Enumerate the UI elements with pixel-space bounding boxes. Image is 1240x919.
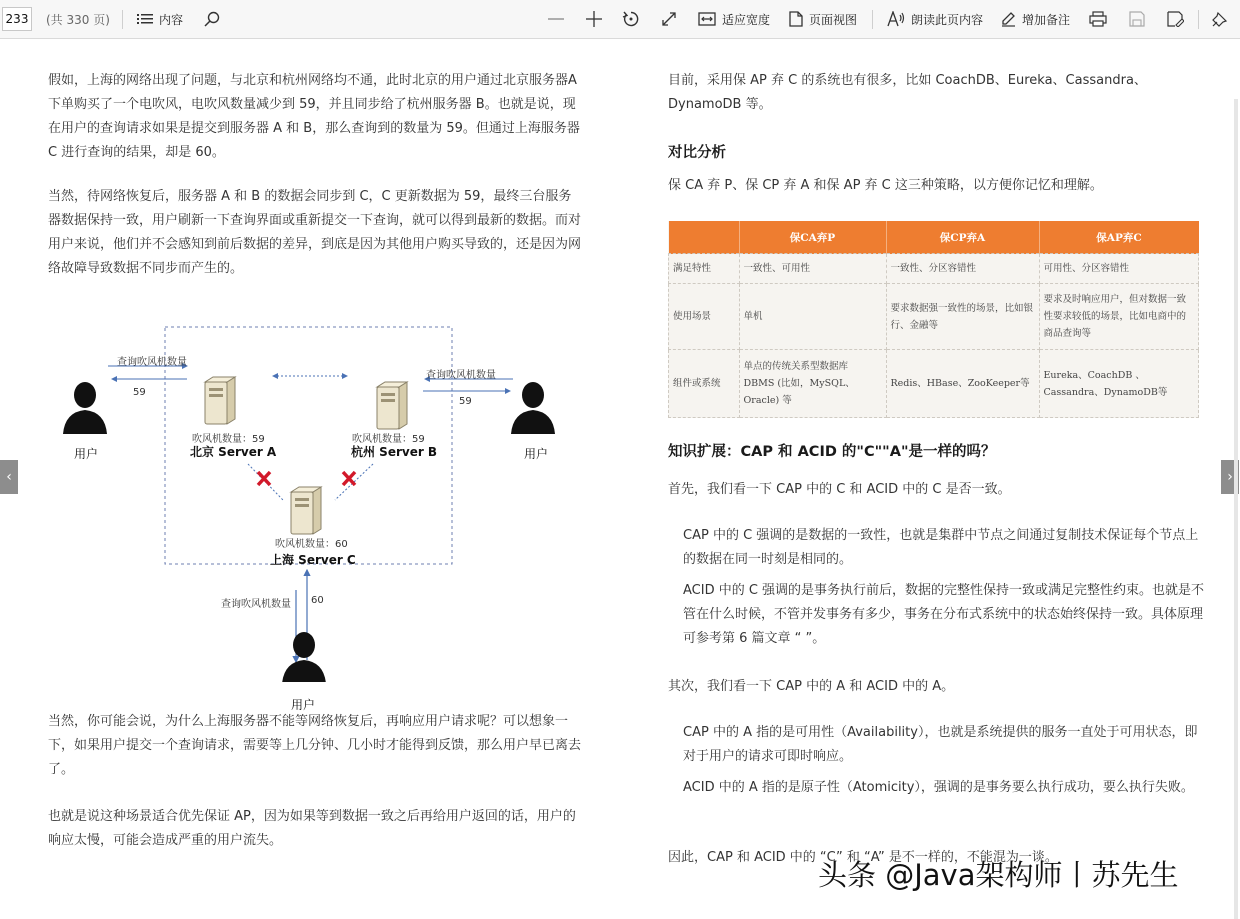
server-c-label: 上海 Server C: [270, 553, 356, 567]
toolbar: [0, 0, 1240, 39]
table-cell: 可用性、分区容错性: [1039, 254, 1199, 284]
table-cell: Eureka、CoachDB 、Cassandra、DynamoDB等: [1039, 350, 1199, 418]
user-label: 用户: [291, 698, 316, 712]
page-view-button[interactable]: [789, 0, 857, 38]
right-page: [620, 39, 1240, 915]
section-heading: 知识扩展：CAP 和 ACID 的"C""A"是一样的吗？: [668, 444, 996, 460]
scrollbar[interactable]: [1234, 99, 1238, 919]
network-broken-icon: [343, 472, 355, 485]
paragraph: 保 CA 弃 P、保 CP 弃 A 和保 AP 弃 C 这三种策略，以方便你记忆和理解。: [668, 178, 1103, 193]
page-number-input[interactable]: 233: [2, 7, 32, 31]
paragraph: 其次，我们看一下 CAP 中的 A 和 ACID 中的 A。: [668, 679, 955, 694]
page-view-label: 页面视图: [809, 12, 858, 27]
value-label: 59: [133, 387, 146, 398]
add-note-button[interactable]: [1000, 0, 1070, 38]
chevron-left-icon: ‹: [6, 469, 12, 485]
server-count-label: 吹风机数量：60: [275, 539, 348, 550]
rotate-button[interactable]: [622, 0, 640, 38]
contents-button[interactable]: [137, 0, 183, 38]
fullscreen-button[interactable]: [661, 0, 677, 38]
user-icon: [282, 632, 326, 682]
previous-page-button[interactable]: [0, 460, 18, 494]
document-spread: [0, 39, 1240, 915]
save-icon: [1129, 11, 1145, 27]
user-label: 用户: [524, 447, 549, 461]
user-label: 用户: [74, 447, 99, 461]
page-total-label: (共 330 页): [46, 12, 110, 27]
table-cell: 要求及时响应用户，但对数据一致性要求较低的场景，比如电商中的商品查询等: [1039, 284, 1199, 350]
query-label: 查询吹风机数量: [117, 357, 187, 368]
paragraph: 假如，上海的网络出现了问题，与北京和杭州网络均不通，此时北京的用户通过北京服务器A 下单购买了一个电吹风，电吹风数量减少到 59，并且同步给了杭州服务器 B。也就是说，现在用户的查询请求如果是提交到服务器 A 和 B，那么查询到的数量为 59。但通过上海服务器 C 进行查询的结果，却是 60。: [48, 73, 580, 160]
read-aloud-label: 朗读此页内容: [911, 12, 984, 27]
table-header-row: [669, 221, 1199, 254]
quote-paragraph: CAP 中的 C 强调的是数据的一致性，也就是集群中节点之间通过复制技术保证每个节点上的数据在同一时刻是相同的。: [683, 528, 1199, 567]
server-icon: [377, 382, 407, 429]
table-cell: 一致性、可用性: [739, 254, 886, 284]
paragraph: 首先，我们看一下 CAP 中的 C 和 ACID 中的 C 是否一致。: [668, 482, 1011, 497]
add-note-icon: [1000, 11, 1016, 27]
print-icon: [1089, 11, 1107, 27]
table-cell: 要求数据强一致性的场景，比如银行、金融等: [886, 284, 1039, 350]
zoom-in-icon: [585, 10, 603, 28]
table-header-cell: 保CP弃A: [886, 221, 1039, 254]
search-icon: [204, 11, 220, 27]
fit-width-label: 适应宽度: [722, 12, 771, 27]
table-row: [669, 254, 1199, 284]
value-label: 60: [311, 595, 324, 606]
zoom-in-button[interactable]: [585, 0, 603, 38]
quote-paragraph: ACID 中的 C 强调的是事务执行前后，数据的完整性保持一致或满足完整性约束。也就是不管在什么时候，不管并发事务有多少，事务在分布式系统中的状态始终保持一致。具体原理可参考第 6 篇文章 “ ”。: [683, 583, 1205, 646]
network-broken-icon: [258, 472, 270, 485]
server-icon: [205, 377, 235, 424]
fit-width-button[interactable]: [698, 0, 770, 38]
server-icon: [291, 487, 321, 534]
divider: [122, 10, 123, 29]
print-button[interactable]: [1089, 0, 1107, 38]
pin-button[interactable]: [1212, 0, 1228, 38]
fullscreen-icon: [661, 11, 677, 27]
network-partition-diagram: [55, 322, 595, 712]
zoom-out-button[interactable]: [547, 0, 565, 38]
add-note-label: 增加备注: [1022, 12, 1071, 27]
fit-width-icon: [698, 12, 716, 26]
table-cell: 单点的传统关系型数据库 DBMS (比如，MySQL、Oracle) 等: [739, 350, 886, 418]
divider: [872, 10, 873, 29]
save-button[interactable]: [1129, 0, 1145, 38]
server-count-label: 吹风机数量：59: [352, 434, 425, 445]
save-as-button[interactable]: [1167, 0, 1184, 38]
table-header-cell: [669, 221, 740, 254]
quote-paragraph: ACID 中的 A 指的是原子性（Atomicity），强调的是事务要么执行成功，要么执行失败。: [683, 780, 1194, 795]
section-heading: 对比分析: [668, 145, 726, 161]
save-as-icon: [1167, 11, 1184, 27]
server-a-label: 北京 Server A: [190, 445, 277, 459]
read-aloud-button[interactable]: [887, 0, 983, 38]
paragraph: 当然，待网络恢复后，服务器 A 和 B 的数据会同步到 C，C 更新数据为 59，最终三台服务器数据保持一致，用户刷新一下查询界面或重新提交一下查询，就可以得到最新的数据。而对用户来说，他们并不会感知到前后数据的差异，到底是因为其他用户购买导致的，还是因为网络故障导致数据不同步而产生的。: [48, 189, 582, 276]
pin-icon: [1212, 11, 1228, 27]
table-cell: 单机: [739, 284, 886, 350]
server-b-label: 杭州 Server B: [351, 445, 438, 459]
comparison-table: [668, 221, 1199, 418]
query-label: 查询吹风机数量: [426, 370, 496, 381]
chevron-right-icon: ›: [1227, 469, 1233, 485]
read-aloud-icon: [887, 11, 905, 27]
table-cell: 满足特性: [669, 254, 740, 284]
rotate-icon: [622, 10, 640, 28]
server-count-label: 吹风机数量：59: [192, 434, 265, 445]
divider: [1198, 10, 1199, 29]
paragraph: 因此，CAP 和 ACID 中的 “C” 和 “A” 是不一样的，不能混为一谈。: [668, 850, 1058, 865]
search-button[interactable]: [204, 0, 220, 38]
watermark: 头条 @Java架构师丨苏先生: [818, 858, 1179, 892]
table-cell: 组件或系统: [669, 350, 740, 418]
page-view-icon: [789, 11, 803, 27]
paragraph: 也就是说这种场景适合优先保证 AP，因为如果等到数据一致之后再给用户返回的话，用户的响应太慢，可能会造成严重的用户流失。: [48, 809, 576, 848]
left-page: [0, 39, 620, 915]
user-icon: [511, 382, 555, 434]
table-row: [669, 350, 1199, 418]
query-label: 查询吹风机数量: [221, 599, 291, 610]
paragraph: 目前，采用保 AP 弃 C 的系统也有很多，比如 CoachDB、Eureka、Cassandra、DynamoDB 等。: [668, 73, 1147, 112]
list-icon: [137, 12, 153, 26]
table-header-cell: 保CA弃P: [739, 221, 886, 254]
paragraph: 当然，你可能会说，为什么上海服务器不能等网络恢复后，再响应用户请求呢？可以想象一下，如果用户提交一个查询请求，需要等上几分钟、几小时才能得到反馈，那么用户早已离去了。: [48, 714, 582, 777]
table-row: [669, 284, 1199, 350]
table-header-cell: 保AP弃C: [1039, 221, 1199, 254]
zoom-out-icon: [547, 10, 565, 28]
table-cell: 一致性、分区容错性: [886, 254, 1039, 284]
contents-label: 内容: [159, 12, 184, 27]
diagram-graphics: [55, 322, 595, 682]
table-cell: 使用场景: [669, 284, 740, 350]
table-cell: Redis、HBase、ZooKeeper等: [886, 350, 1039, 418]
value-label: 59: [459, 396, 472, 407]
user-icon: [63, 382, 107, 434]
quote-paragraph: CAP 中的 A 指的是可用性（Availability），也就是系统提供的服务一直处于可用状态，即对于用户的请求可即时响应。: [683, 725, 1198, 764]
